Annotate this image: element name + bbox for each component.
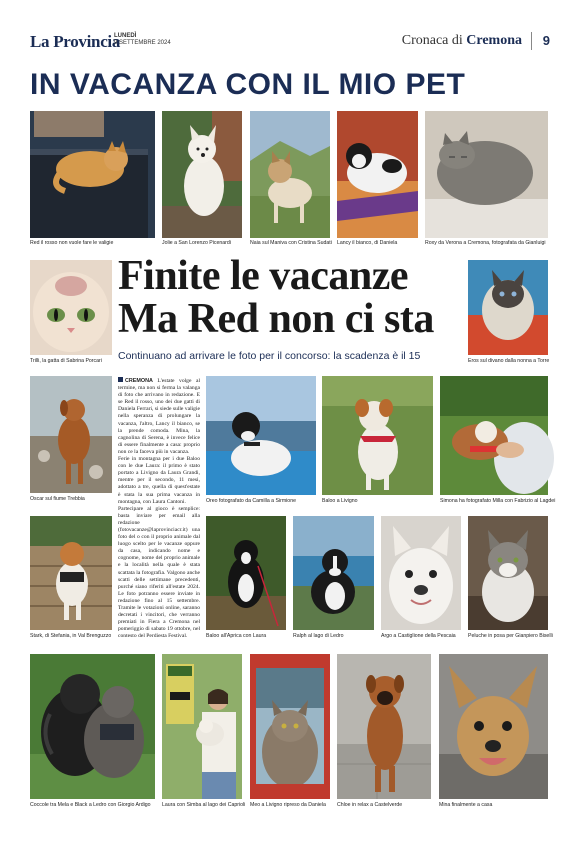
article-location: CREMONA	[125, 378, 153, 384]
issue-day: LUNEDÌ	[114, 33, 137, 39]
photo-oreo[interactable]	[206, 376, 316, 495]
photo-milla[interactable]	[440, 376, 548, 495]
photo-caption: Laura con Simba al lago dei Caprioli	[162, 802, 246, 808]
header-divider	[531, 32, 532, 50]
photo-baloo-livigno[interactable]	[322, 376, 433, 495]
tabby-cat-window-icon	[250, 654, 330, 799]
dog-with-person-icon	[440, 376, 548, 495]
photo-caption: Ralph al lago di Ledro	[293, 633, 344, 639]
masthead	[30, 32, 550, 52]
photo-caption: Mina finalmente a casa	[439, 802, 493, 808]
french-bulldog-icon	[381, 516, 461, 630]
photo-caption: Oreo fotografato da Camilla a Sirmione	[206, 498, 296, 504]
section-city: Cremona	[466, 33, 522, 48]
photo-caption: Eros sul divano dalla nonna a Torre	[468, 358, 550, 364]
photo-caption: Baloo all'Aprica con Laura	[206, 633, 267, 639]
black-white-cat-icon	[337, 111, 418, 238]
photo-caption: Red il rosso non vuole fare le valigie	[30, 240, 114, 246]
black-white-dog-lake-icon	[206, 376, 316, 495]
photo-caption: Lancy il bianco, di Daniela	[337, 240, 398, 246]
article-body	[118, 377, 201, 640]
issue-date	[114, 33, 171, 47]
photo-caption: Jolie a San Lorenzo Picenardi	[162, 240, 231, 246]
photo-trilli[interactable]	[30, 260, 112, 355]
issue-date-text: 9 SETTEMBRE 2024	[114, 40, 171, 46]
two-dogs-icon	[30, 654, 155, 799]
photo-caption: Argo a Castiglione della Pescaia	[381, 633, 456, 639]
photo-jolie[interactable]	[162, 111, 242, 238]
photo-roxy[interactable]	[425, 111, 548, 238]
cat-face-closeup-icon	[30, 260, 112, 355]
photo-caption: Chloe in relax a Castelverde	[337, 802, 403, 808]
photo-baloo-aprica[interactable]	[206, 516, 286, 630]
location-marker-icon	[118, 377, 123, 382]
photo-argo[interactable]	[381, 516, 461, 630]
chihuahua-face-icon	[439, 654, 548, 799]
photo-red-cat[interactable]	[30, 111, 155, 238]
boxer-dog-icon	[337, 654, 431, 799]
siamese-cat-icon	[468, 260, 548, 355]
article-paragraph: Ferie in montagna per i due Baloo con le due Laura: il primo è stato portato a Livigno da Laura Grandi, mentre per il secondo, 11 mesi, adottato a tre, quella di quest'estate è stata la sua prima vacanza in montagna, con Laura Cantoni.	[118, 456, 200, 505]
photo-chloe[interactable]	[337, 654, 431, 799]
photo-caption: Simona ha fotografato Milla con Fabrizio al Lagdei	[440, 498, 556, 504]
section-prefix: Cronaca di	[401, 33, 463, 48]
photo-caption: Stark, di Stefania, in Val Brenguzzo	[30, 633, 112, 639]
page-number: 9	[542, 33, 550, 48]
section-name	[402, 33, 522, 49]
photo-mela-black[interactable]	[30, 654, 155, 799]
paragraph-1: L'estate volge al termine, ma non si ferma la valanga di foto che arrivano in redazione. E se Red il rosso, uno dei due gatti di Daniela Ferrari, si siede sulle valigie nella speranza di prolungare la vacanza, l'altro, Lancy il bianco, se la prende comoda. Mina, la cagnolina di Serena, è invece felice di essere finalmente a casa: proprio non ce la faceva più in vacanza.	[118, 378, 201, 455]
photo-stark[interactable]	[30, 516, 112, 630]
newspaper-logo[interactable]: La Provincia	[30, 32, 121, 51]
headline-line2: Ma Red non ci sta	[118, 296, 434, 342]
photo-peluche[interactable]	[468, 516, 548, 630]
photo-caption: Coccole tra Mela e Black a Ledro con Giorgio Ardigo	[30, 802, 151, 808]
article-subhead: Continuano ad arrivare le foto per il concorso: la scadenza è il 15	[118, 350, 421, 362]
photo-mina[interactable]	[439, 654, 548, 799]
photo-caption: Meo a Livigno ripreso da Daniela	[250, 802, 326, 808]
black-white-dog-forest-icon	[206, 516, 286, 630]
photo-caption: Naia sul Maniva con Cristina Sudati	[250, 240, 332, 246]
photo-caption: Peluche in posa per Gianpiero Biselli	[468, 633, 553, 639]
jack-russell-bridge-icon	[30, 516, 112, 630]
photo-caption: Oscar sul fiume Trebbia	[30, 496, 85, 502]
photo-naia[interactable]	[250, 111, 330, 238]
photo-ralph[interactable]	[293, 516, 374, 630]
gray-cat-sleeping-icon	[425, 111, 548, 238]
photo-caption: Trilli, la gatta di Sabrina Porcari	[30, 358, 102, 364]
white-dog-icon	[162, 111, 242, 238]
border-collie-lake-icon	[293, 516, 374, 630]
photo-simba[interactable]	[162, 654, 242, 799]
tan-dog-mountain-icon	[250, 111, 330, 238]
brown-dog-river-icon	[30, 376, 112, 493]
orange-cat-on-suitcase-icon	[30, 111, 155, 238]
section-title: IN VACANZA CON IL MIO PET	[30, 68, 466, 101]
photo-eros[interactable]	[468, 260, 548, 355]
photo-oscar[interactable]	[30, 376, 112, 493]
photo-caption: Baloo a Livigno	[322, 498, 358, 504]
article-paragraph	[118, 377, 200, 456]
photo-caption: Roxy da Verona a Cremona, fotografata da Gianluigi	[425, 240, 546, 246]
tabby-cat-icon	[468, 516, 548, 630]
photo-meo[interactable]	[250, 654, 330, 799]
article-paragraph: Partecipare al gioco è semplice: basta inviare per email alla redazione (fotovacanze@laprovinciacr.it) una foto del o con il proprio animale dal luogo scelto per le vacanze oppure da casa, indicando nome e cognome, nome del proprio animale e la località nella quale è stata scattata la fotografia. Valgono anche scatti delle settimane precedenti, purché siano riferiti all'estate 2024. Le foto potranno essere inviate in redazione fino al 15 settembre. Tramite le votazioni online, saranno decretati i vincitori, che verranno premiati in Fiera a Cremona nel pomeriggio di sabato 19 ottobre, nel contesto del Perdiesta Festival.	[118, 505, 200, 640]
headline-line1: Finite le vacanze	[118, 253, 409, 299]
photo-lancy[interactable]	[337, 111, 418, 238]
article-headline	[118, 255, 434, 341]
woman-with-dog-icon	[162, 654, 242, 799]
jack-russell-grass-icon	[322, 376, 433, 495]
